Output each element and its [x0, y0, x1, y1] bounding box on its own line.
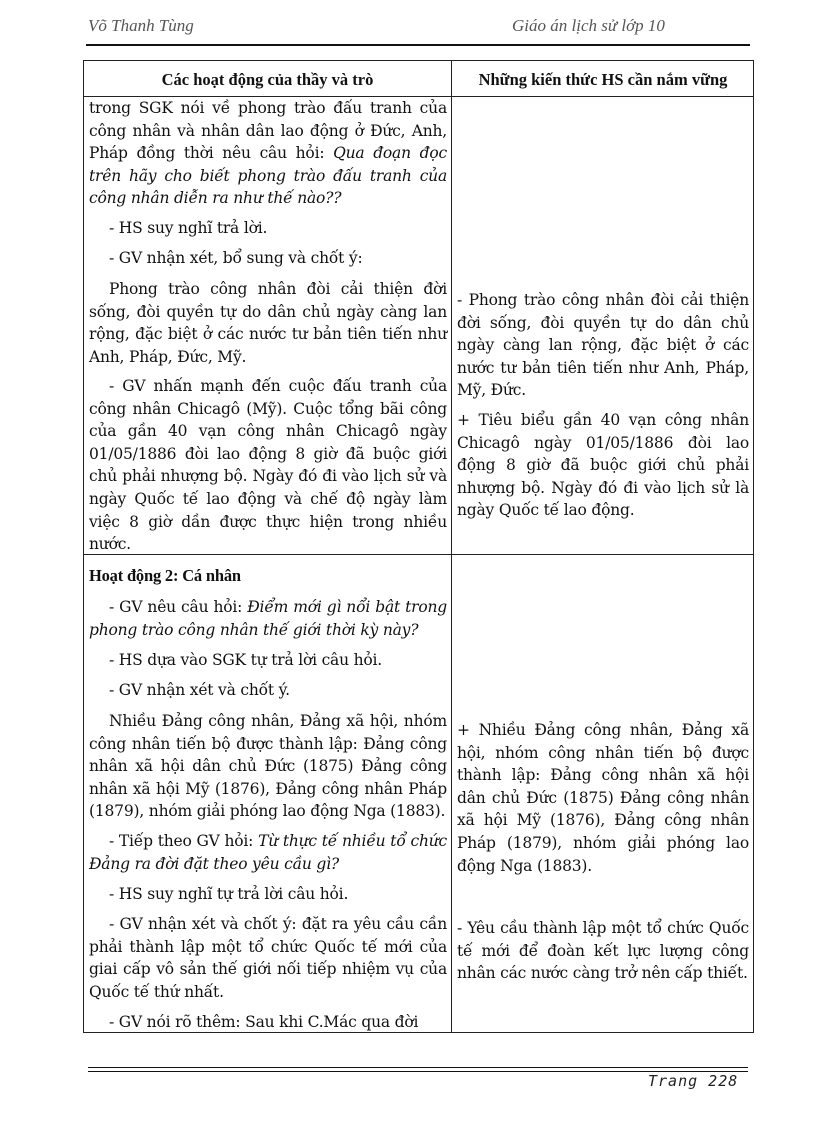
- row1-right-para2: + Tiêu biểu gần 40 vạn công nhân Chicagô ngày 01/05/1886 đòi lao động 8 giờ đã buộc giới chủ phải nhượng bộ. Ngày đó đi vào lịch sử là ngày Quốc tế lao động.: [457, 411, 749, 520]
- row1-left-para5: - GV nhấn mạnh đến cuộc đấu tranh của công nhân Chicagô (Mỹ). Cuộc tổng bãi công của gần 40 vạn công nhân Chicagô ngày 01/05/1886 đòi lao động 8 giờ đã buộc giới chủ phải nhượng bộ. Ngày đó đi vào lịch sử và ngày Quốc tế lao động và chế độ ngày làm việc 8 giờ dần được thực hiện trong nhiều nước.: [89, 377, 447, 554]
- column-header-knowledge: Những kiến thức HS cần nắm vững: [478, 70, 728, 89]
- row2-left-para1: - GV nêu câu hỏi: Điểm mới gì nổi bật trong phong trào công nhân thế giới thời kỳ này?: [89, 598, 447, 639]
- row1-left-para4: Phong trào công nhân đòi cải thiện đời sống, đòi quyền tự do dân chủ ngày càng lan rộng, đặc biệt ở các nước tư bản tiên tiến như Anh, Pháp, Đức, Mỹ.: [89, 280, 447, 366]
- row2-left-para2: - HS dựa vào SGK tự trả lời câu hỏi.: [109, 651, 383, 669]
- row2-right-para1: + Nhiều Đảng công nhân, Đảng xã hội, nhóm công nhân tiến bộ được thành lập: Đảng công nhân xã hội dân chủ Đức (1875) Đảng công nhân xã hội Mỹ (1876), Đảng công nhân Pháp (1879), nhóm giải phóng lao động Nga (1883).: [457, 721, 749, 875]
- lesson-table: [83, 60, 754, 1033]
- header-doc-title: Giáo án lịch sử lớp 10: [512, 16, 665, 35]
- header-author: Võ Thanh Tùng: [88, 16, 194, 35]
- row1-left-para2: - HS suy nghĩ trả lời.: [109, 219, 268, 237]
- column-header-activities: Các hoạt động của thầy và trò: [161, 70, 374, 89]
- row2-left-para3: - GV nhận xét và chốt ý.: [109, 681, 290, 699]
- row2-left-para4: Nhiều Đảng công nhân, Đảng xã hội, nhóm công nhân tiến bộ được thành lập: Đảng công nhân xã hội dân chủ Đức (1875) Đảng công nhân xã hội Mỹ (1876), Đảng công nhân Pháp (1879), nhóm giải phóng lao động Nga (1883).: [89, 712, 447, 821]
- row1-left-para3: - GV nhận xét, bổ sung và chốt ý:: [109, 249, 363, 267]
- row2-left-para5: - Tiếp theo GV hỏi: Từ thực tế nhiều tổ chức Đảng ra đời đặt theo yêu cầu gì?: [89, 832, 447, 873]
- header-divider: [86, 44, 750, 46]
- row2-left-para7: - GV nhận xét và chốt ý: đặt ra yêu cầu cần phải thành lập một tổ chức Quốc tế mới của giai cấp vô sản thế giới nối tiếp nhiệm vụ của Quốc tế thứ nhất.: [89, 915, 447, 1001]
- page-number: Trang 228: [648, 1072, 739, 1090]
- row2-right-para2: - Yêu cầu thành lập một tổ chức Quốc tế mới để đoàn kết lực lượng công nhân các nước càng trở nên cấp thiết.: [457, 919, 749, 983]
- row1-left-para1: trong SGK nói về phong trào đấu tranh của công nhân và nhân dân lao động ở Đức, Anh, Pháp đồng thời nêu câu hỏi: Qua đoạn đọc trên hãy cho biết phong trào đấu tranh của công nhân diễn ra như thế nào??: [89, 99, 447, 208]
- column-divider: [451, 61, 452, 1032]
- row2-heading: Hoạt động 2: Cá nhân: [89, 566, 241, 585]
- row1-right-para1: - Phong trào công nhân đòi cải thiện đời sống, đòi quyền tự do dân chủ ngày càng lan rộng, đặc biệt ở các nước tư bản tiên tiến như Anh, Pháp, Mỹ, Đức.: [457, 291, 749, 400]
- footer-divider-1: [88, 1067, 748, 1068]
- row2-left-para6: - HS suy nghĩ tự trả lời câu hỏi.: [109, 885, 349, 903]
- row2-left-para8: - GV nói rõ thêm: Sau khi C.Mác qua đời: [109, 1013, 419, 1031]
